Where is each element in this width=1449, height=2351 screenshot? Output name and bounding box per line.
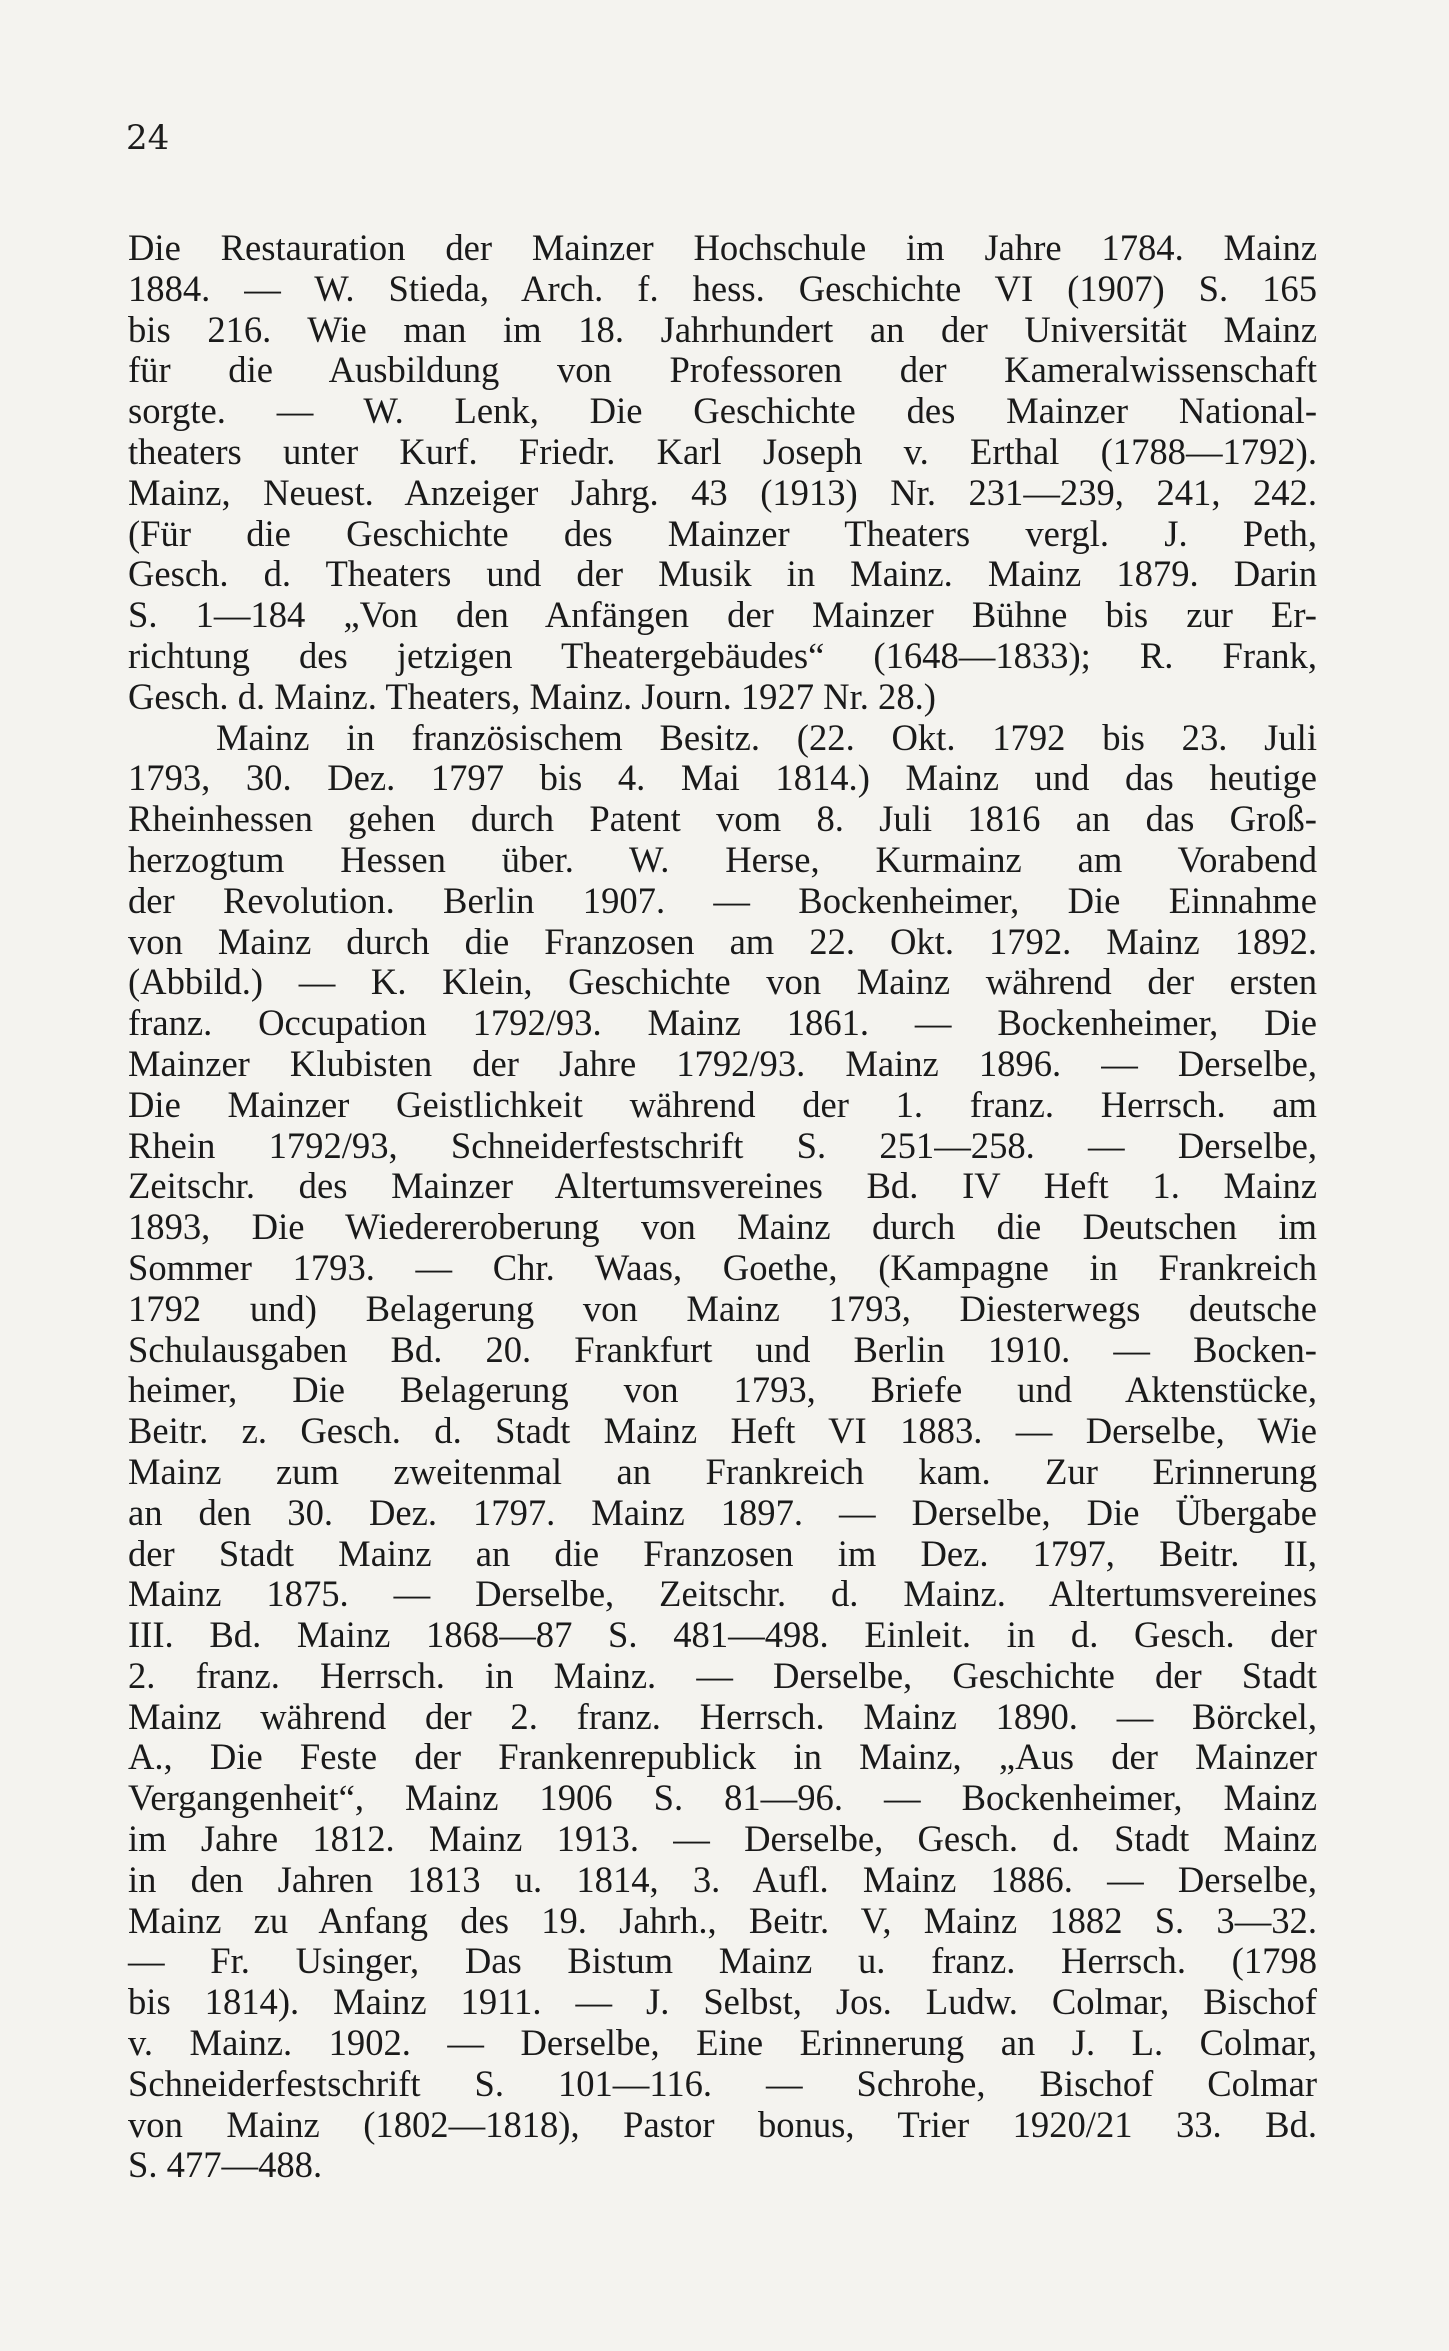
text-line: theaters unter Kurf. Friedr. Karl Joseph v. Erthal (1788—1792). — [128, 430, 1317, 472]
text-line: Mainz, Neuest. Anzeiger Jahrg. 43 (1913) Nr. 231—239, 241, 242. — [128, 471, 1317, 513]
text-line: Zeitschr. des Mainzer Altertumsvereines Bd. IV Heft 1. Mainz — [128, 1165, 1317, 1207]
text-line: von Mainz (1802—1818), Pastor bonus, Trier 1920/21 33. Bd. — [128, 2103, 1317, 2145]
text-line: für die Ausbildung von Professoren der Kameralwissenschaft — [128, 349, 1317, 391]
text-line: 1884. — W. Stieda, Arch. f. hess. Geschichte VI (1907) S. 165 — [128, 267, 1317, 309]
page-number: 24 — [126, 118, 170, 158]
text-line: Rheinhessen gehen durch Patent vom 8. Juli 1816 an das Groß- — [128, 798, 1317, 840]
text-line: — Fr. Usinger, Das Bistum Mainz u. franz. Herrsch. (1798 — [128, 1940, 1317, 1982]
text-line: (Für die Geschichte des Mainzer Theaters vergl. J. Peth, — [128, 512, 1317, 554]
text-line: sorgte. — W. Lenk, Die Geschichte des Mainzer National- — [128, 390, 1317, 432]
text-line: Vergangenheit“, Mainz 1906 S. 81—96. — Bockenheimer, Mainz — [128, 1777, 1317, 1819]
text-line: Gesch. d. Mainz. Theaters, Mainz. Journ. 1927 Nr. 28.) — [128, 675, 936, 717]
text-line: Mainz während der 2. franz. Herrsch. Mainz 1890. — Börckel, — [128, 1695, 1317, 1737]
text-line: franz. Occupation 1792/93. Mainz 1861. — Bockenheimer, Die — [128, 1002, 1317, 1044]
text-line: bis 1814). Mainz 1911. — J. Selbst, Jos. Ludw. Colmar, Bischof — [128, 1981, 1317, 2023]
text-line: der Revolution. Berlin 1907. — Bockenheimer, Die Einnahme — [128, 879, 1317, 921]
text-line: Mainz zum zweitenmal an Frankreich kam. Zur Erinnerung — [128, 1450, 1317, 1492]
text-line: v. Mainz. 1902. — Derselbe, Eine Erinnerung an J. L. Colmar, — [128, 2022, 1317, 2064]
text-line: Mainz zu Anfang des 19. Jahrh., Beitr. V, Mainz 1882 S. 3—32. — [128, 1899, 1317, 1941]
text-line: richtung des jetzigen Theatergebäudes“ (1648—1833); R. Frank, — [128, 634, 1317, 676]
text-line: (Abbild.) — K. Klein, Geschichte von Mainz während der ersten — [128, 961, 1317, 1003]
text-line: herzogtum Hessen über. W. Herse, Kurmainz am Vorabend — [128, 838, 1317, 880]
text-line: Mainzer Klubisten der Jahre 1792/93. Mainz 1896. — Derselbe, — [128, 1042, 1317, 1084]
text-line: in den Jahren 1813 u. 1814, 3. Aufl. Mainz 1886. — Derselbe, — [128, 1858, 1317, 1900]
bibliography-text — [128, 228, 1317, 2186]
text-line: im Jahre 1812. Mainz 1913. — Derselbe, Gesch. d. Stadt Mainz — [128, 1818, 1317, 1860]
text-line: an den 30. Dez. 1797. Mainz 1897. — Derselbe, Die Übergabe — [128, 1491, 1317, 1533]
text-line: Mainz in französischem Besitz. (22. Okt. 1792 bis 23. Juli — [216, 716, 1317, 758]
text-line: S. 477—488. — [128, 2144, 323, 2186]
text-line: Sommer 1793. — Chr. Waas, Goethe, (Kampagne in Frankreich — [128, 1246, 1317, 1288]
text-line: Beitr. z. Gesch. d. Stadt Mainz Heft VI 1883. — Derselbe, Wie — [128, 1410, 1317, 1452]
text-line: S. 1—184 „Von den Anfängen der Mainzer Bühne bis zur Er- — [128, 594, 1317, 636]
text-line: 1793, 30. Dez. 1797 bis 4. Mai 1814.) Mainz und das heutige — [128, 757, 1317, 799]
paragraph-franzoesischer-besitz — [128, 718, 1317, 2187]
text-line: III. Bd. Mainz 1868—87 S. 481—498. Einleit. in d. Gesch. der — [128, 1614, 1317, 1656]
text-line: Mainz 1875. — Derselbe, Zeitschr. d. Mainz. Altertumsvereines — [128, 1573, 1317, 1615]
text-line: Die Restauration der Mainzer Hochschule im Jahre 1784. Mainz — [128, 227, 1317, 268]
text-line: 1893, Die Wiedereroberung von Mainz durch die Deutschen im — [128, 1206, 1317, 1248]
text-line: 2. franz. Herrsch. in Mainz. — Derselbe, Geschichte der Stadt — [128, 1654, 1317, 1696]
text-line: Gesch. d. Theaters und der Musik in Mainz. Mainz 1879. Darin — [128, 553, 1317, 595]
text-line: von Mainz durch die Franzosen am 22. Okt. 1792. Mainz 1892. — [128, 920, 1317, 962]
text-line: Die Mainzer Geistlichkeit während der 1. franz. Herrsch. am — [128, 1083, 1317, 1125]
paragraph-restauration — [128, 228, 1317, 718]
text-line: bis 216. Wie man im 18. Jahrhundert an der Universität Mainz — [128, 308, 1317, 350]
text-line: Schneiderfestschrift S. 101—116. — Schrohe, Bischof Colmar — [128, 2062, 1317, 2104]
text-line: 1792 und) Belagerung von Mainz 1793, Diesterwegs deutsche — [128, 1287, 1317, 1329]
text-line: heimer, Die Belagerung von 1793, Briefe und Aktenstücke, — [128, 1369, 1317, 1411]
text-line: Rhein 1792/93, Schneiderfestschrift S. 251—258. — Derselbe, — [128, 1124, 1317, 1166]
text-line: Schulausgaben Bd. 20. Frankfurt und Berlin 1910. — Bocken- — [128, 1328, 1317, 1370]
text-line: A., Die Feste der Frankenrepublick in Mainz, „Aus der Mainzer — [128, 1736, 1317, 1778]
text-line: der Stadt Mainz an die Franzosen im Dez. 1797, Beitr. II, — [128, 1532, 1317, 1574]
